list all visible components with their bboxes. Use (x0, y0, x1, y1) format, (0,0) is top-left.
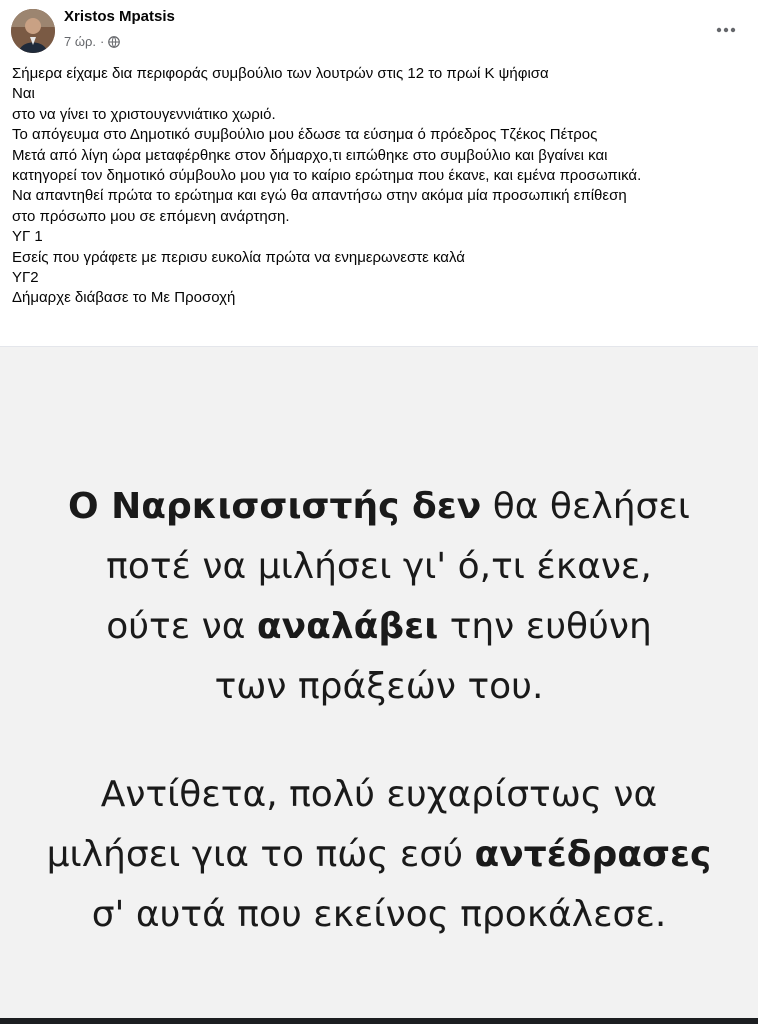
post-image[interactable] (0, 346, 758, 1019)
avatar[interactable] (11, 9, 55, 53)
quote-text: την ευθύνη (438, 606, 652, 647)
post-text-line: ΥΓ 1 (12, 228, 43, 246)
quote-line-1 (0, 477, 758, 537)
meta-separator: · (100, 34, 105, 49)
post-text (12, 64, 752, 309)
post-text-line: Το απόγευμα στο Δημοτικό συμβούλιο μου έδωσε τα εύσημα ό πρόεδρος Τζέκος Πέτρος (12, 126, 598, 144)
post-text-line: Δήμαρχε διάβασε το Με Προσοχή (12, 289, 236, 307)
post-text-line: Να απαντηθεί πρώτα το ερώτημα και εγώ θα απαντήσω στην ακόμα μία προσωπική επίθεση (12, 187, 627, 205)
post-header (0, 0, 758, 60)
more-horizontal-icon (716, 27, 736, 33)
more-options-button[interactable] (708, 12, 744, 48)
quote-bold-text: αναλάβει (256, 606, 439, 647)
globe-icon[interactable] (108, 36, 120, 48)
quote-line-6 (0, 825, 758, 885)
quote-bold-text: αντέδρασες (474, 834, 712, 875)
post-text-line: Σήμερα είχαμε δια περιφοράς συμβούλιο των λουτρών στις 12 το πρωί Κ ψήφισα (12, 65, 549, 82)
post-text-line: Μετά από λίγη ώρα μεταφέρθηκε στον δήμαρχο,τι ειπώθηκε στο συμβούλιο και βγαίνει και (12, 146, 608, 164)
post-time[interactable]: 7 ώρ. (64, 34, 96, 49)
quote-line-7: σ' αυτά που εκείνος προκάλεσε. (91, 894, 667, 935)
quote-text: ούτε να (106, 606, 257, 647)
quote-line-2: ποτέ να μιλήσει γι' ό,τι έκανε, (106, 546, 652, 587)
post-text-line: κατηγορεί τον δημοτικό σύμβουλο μου για το καίριο ερώτημα που έκανε, και εμένα προσωπικά. (12, 167, 642, 185)
quote-bold-text: Ο Ναρκισσιστής δεν (68, 486, 482, 527)
quote-text: θα θελήσει (481, 486, 690, 527)
bottom-divider (0, 1018, 758, 1024)
image-quote-text (0, 477, 758, 945)
post-text-line: στο πρόσωπο μου σε επόμενη ανάρτηση. (12, 207, 290, 225)
post-text-line: Εσείς που γράφετε με περισυ ευκολία πρώτα να ενημερωνεστε καλά (12, 248, 465, 266)
post-meta (64, 34, 120, 49)
author-name[interactable]: Xristos Mpatsis (64, 8, 175, 25)
post-text-line: στο να γίνει το χριστουγεννιάτικο χωριό. (12, 105, 276, 123)
quote-line-3 (0, 597, 758, 657)
quote-text: μιλήσει για το πώς εσύ (46, 834, 475, 875)
post-text-line: Ναι (12, 85, 35, 103)
quote-line-5: Αντίθετα, πολύ ευχαρίστως να (100, 774, 658, 815)
quote-line-4: των πράξεών του. (214, 666, 544, 707)
post-text-line: ΥΓ2 (12, 269, 39, 287)
quote-gap (0, 717, 758, 765)
avatar-photo (11, 9, 55, 53)
